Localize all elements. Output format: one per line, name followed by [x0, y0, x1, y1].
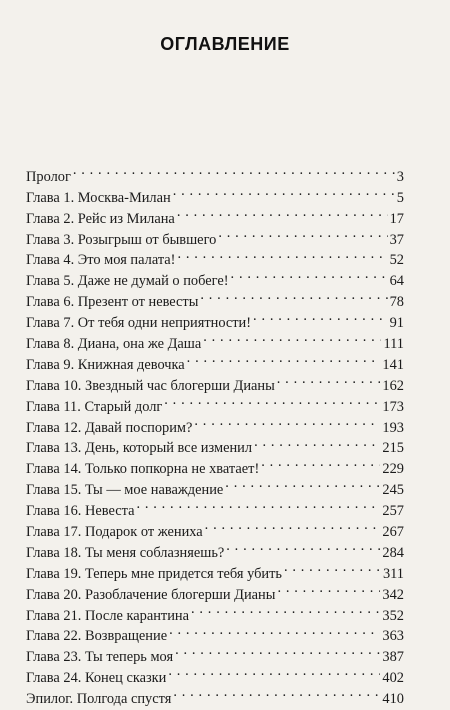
toc-entry-title: Глава 8. Диана, она же Даша	[26, 336, 202, 353]
toc-entry-title: Глава 4. Это моя палата!	[26, 252, 176, 269]
toc-entry-page: 111	[383, 336, 404, 353]
dot-leader	[284, 557, 381, 578]
toc-entry-page: 52	[389, 252, 404, 269]
toc-entry-title: Глава 24. Конец сказки	[26, 670, 167, 687]
dot-leader	[226, 536, 380, 557]
toc-entry-page: 311	[382, 565, 404, 582]
toc-entry-page: 267	[382, 524, 404, 541]
toc-entry-title: Глава 7. От тебя одни неприятности!	[26, 315, 252, 332]
dot-leader	[191, 599, 380, 620]
toc-entry-page: 215	[382, 440, 404, 457]
toc-entry-page: 193	[382, 419, 404, 436]
toc-entry-page: 91	[389, 315, 404, 332]
dot-leader	[218, 223, 387, 244]
toc-entry-title: Глава 11. Старый долг	[26, 398, 163, 415]
toc-entry-page: 284	[382, 544, 404, 561]
toc-entry-page: 229	[382, 461, 404, 478]
toc-entry-title: Глава 16. Невеста	[26, 503, 135, 520]
toc-entry-page: 342	[382, 586, 404, 603]
toc-entry-title: Глава 3. Розыгрыш от бывшего	[26, 231, 217, 248]
toc-entry-page: 402	[382, 670, 404, 687]
dot-leader	[225, 473, 380, 494]
dot-leader	[73, 160, 395, 181]
dot-leader	[205, 515, 381, 536]
dot-leader	[173, 181, 395, 202]
toc-entry-page: 141	[382, 356, 404, 373]
toc-entry-title: Глава 6. Презент от невесты	[26, 294, 199, 311]
toc-entry-page: 17	[389, 210, 404, 227]
dot-leader	[177, 244, 387, 265]
dot-leader	[277, 369, 381, 390]
dot-leader	[169, 620, 380, 641]
toc-entry-title: Глава 15. Ты — мое наваждение	[26, 482, 224, 499]
toc-entry-title: Глава 5. Даже не думай о побеге!	[26, 273, 229, 290]
toc-entry-page: 173	[382, 398, 404, 415]
toc-entry-page: 257	[382, 503, 404, 520]
dot-leader	[277, 578, 380, 599]
toc-entry-title: Глава 18. Ты меня соблазняешь?	[26, 544, 225, 561]
dot-leader	[173, 682, 380, 703]
contents-heading: ОГЛАВЛЕНИЕ	[160, 34, 290, 54]
table-of-contents	[26, 160, 404, 708]
dot-leader	[194, 411, 380, 432]
toc-entry-title: Пролог	[26, 168, 71, 185]
toc-entry-title: Глава 13. День, который все изменил	[26, 440, 253, 457]
toc-entry-page: 387	[382, 649, 404, 666]
toc-entry-page: 78	[389, 294, 404, 311]
dot-leader	[164, 390, 380, 411]
toc-entry-page: 64	[389, 273, 404, 290]
toc-entry-page: 410	[382, 691, 404, 708]
dot-leader	[168, 661, 380, 682]
toc-entry-title: Глава 23. Ты теперь моя	[26, 649, 174, 666]
toc-entry-title: Глава 21. После карантина	[26, 607, 190, 624]
toc-entry-page: 363	[382, 628, 404, 645]
toc-entry-page: 37	[389, 231, 404, 248]
toc-entry-title: Глава 17. Подарок от жениха	[26, 524, 203, 541]
dot-leader	[203, 327, 381, 348]
toc-entry-page: 162	[382, 377, 404, 394]
toc-entry-title: Глава 10. Звездный час блогерши Дианы	[26, 377, 275, 394]
dot-leader	[231, 264, 388, 285]
toc-entry-title: Глава 20. Разоблачение блогерши Дианы	[26, 586, 276, 603]
toc-entry-title: Глава 12. Давай поспорим?	[26, 419, 193, 436]
toc-entry-page: 5	[396, 189, 404, 206]
dot-leader	[200, 285, 387, 306]
dot-leader	[187, 348, 381, 369]
toc-entry-title: Эпилог. Полгода спустя	[26, 691, 172, 708]
toc-entry-page: 245	[382, 482, 404, 499]
toc-entry-page: 352	[382, 607, 404, 624]
toc-entry-title: Глава 19. Теперь мне придется тебя убить	[26, 565, 282, 582]
toc-entry-title: Глава 22. Возвращение	[26, 628, 168, 645]
dot-leader	[254, 432, 380, 453]
toc-entry-title: Глава 2. Рейс из Милана	[26, 210, 175, 227]
toc-entry-page: 3	[396, 168, 404, 185]
dot-leader	[175, 640, 380, 661]
toc-entry-title: Глава 9. Книжная девочка	[26, 356, 185, 373]
dot-leader	[136, 494, 380, 515]
toc-entry-title: Глава 14. Только попкорна не хватает!	[26, 461, 260, 478]
dot-leader	[253, 306, 388, 327]
toc-entry-title: Глава 1. Москва-Милан	[26, 189, 171, 206]
dot-leader	[177, 202, 388, 223]
toc-entry	[26, 160, 404, 185]
dot-leader	[261, 452, 380, 473]
toc-entry	[26, 181, 404, 206]
